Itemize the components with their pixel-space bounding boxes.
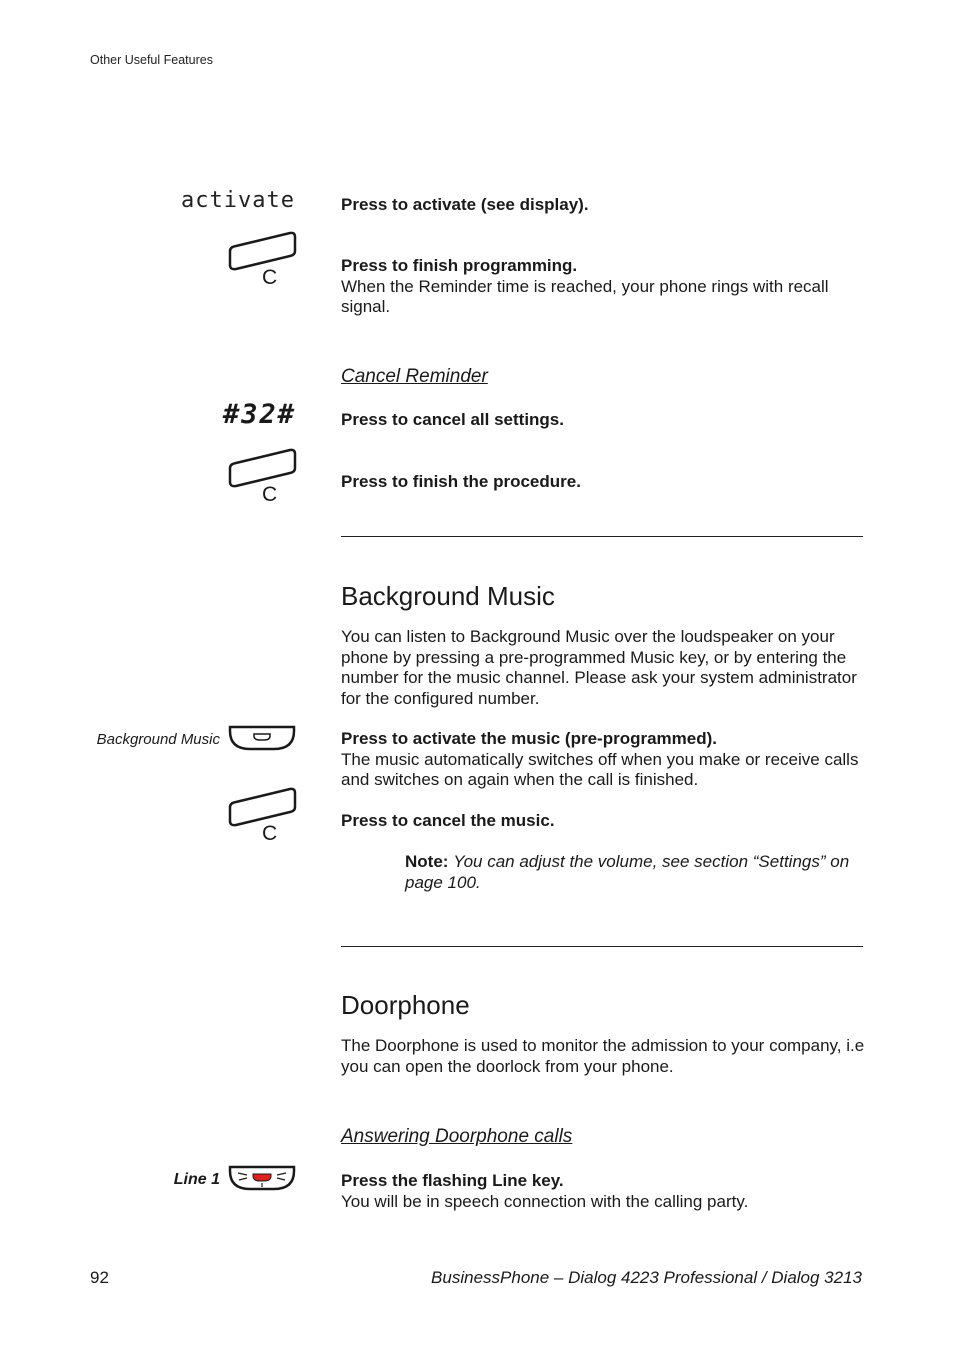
step-activate-music-title: Press to activate the music (pre-programmed).: [341, 729, 718, 748]
step-activate: Press to activate (see display).: [341, 195, 589, 214]
step-cancel-music: Press to cancel the music.: [341, 811, 555, 830]
step-press-line-key-text: You will be in speech connection with the calling party.: [341, 1191, 749, 1211]
step-finish-programming: [341, 256, 866, 318]
line-key-flashing-icon: [226, 1163, 298, 1195]
music-key-label: Background Music: [96, 731, 220, 748]
note: [405, 852, 867, 893]
note-label: Note:: [405, 852, 449, 871]
clear-key-icon: [226, 446, 298, 506]
music-key-icon: [226, 723, 298, 753]
clear-key-letter: C: [262, 266, 278, 289]
line-key-label: Line 1: [173, 1171, 220, 1188]
step-cancel-settings: Press to cancel all settings.: [341, 410, 564, 429]
section-divider: [341, 946, 863, 947]
step-finish-programming-text: When the Reminder time is reached, your phone rings with recall signal.: [341, 276, 829, 316]
clear-key-letter: C: [262, 822, 278, 845]
doorphone-intro: The Doorphone is used to monitor the admission to your company, i.e you can open the doorlock from your phone.: [341, 1036, 865, 1076]
page-number: 92: [90, 1268, 109, 1287]
step-activate-music-text: The music automatically switches off when you make or receive calls and switches on again when the call is finished.: [341, 749, 859, 789]
note-text: You can adjust the volume, see section “Settings” on page 100.: [405, 852, 850, 892]
step-finish-procedure: Press to finish the procedure.: [341, 472, 581, 491]
doorphone-title: Doorphone: [341, 990, 470, 1020]
step-finish-programming-title: Press to finish programming.: [341, 256, 578, 275]
step-activate-music: [341, 729, 866, 791]
clear-key-icon: [226, 785, 298, 845]
background-music-intro: You can listen to Background Music over the loudspeaker on your phone by pressing a pre-programmed Music key, or by entering the number for the music channel. Please ask your system administrator for the configured number.: [341, 627, 857, 708]
clear-key-letter: C: [262, 483, 278, 506]
cancel-code: #32#: [222, 399, 296, 430]
background-music-title: Background Music: [341, 581, 555, 611]
answering-doorphone-heading: Answering Doorphone calls: [341, 1126, 573, 1147]
display-text: activate: [181, 188, 295, 213]
section-divider: [341, 536, 863, 537]
running-header: Other Useful Features: [90, 53, 213, 67]
document-title: BusinessPhone – Dialog 4223 Professional / Dialog 3213: [431, 1268, 862, 1287]
cancel-reminder-heading: Cancel Reminder: [341, 366, 488, 387]
clear-key-icon: [226, 229, 298, 289]
step-press-line-key-title: Press the flashing Line key.: [341, 1171, 564, 1190]
step-press-line-key: [341, 1171, 866, 1212]
